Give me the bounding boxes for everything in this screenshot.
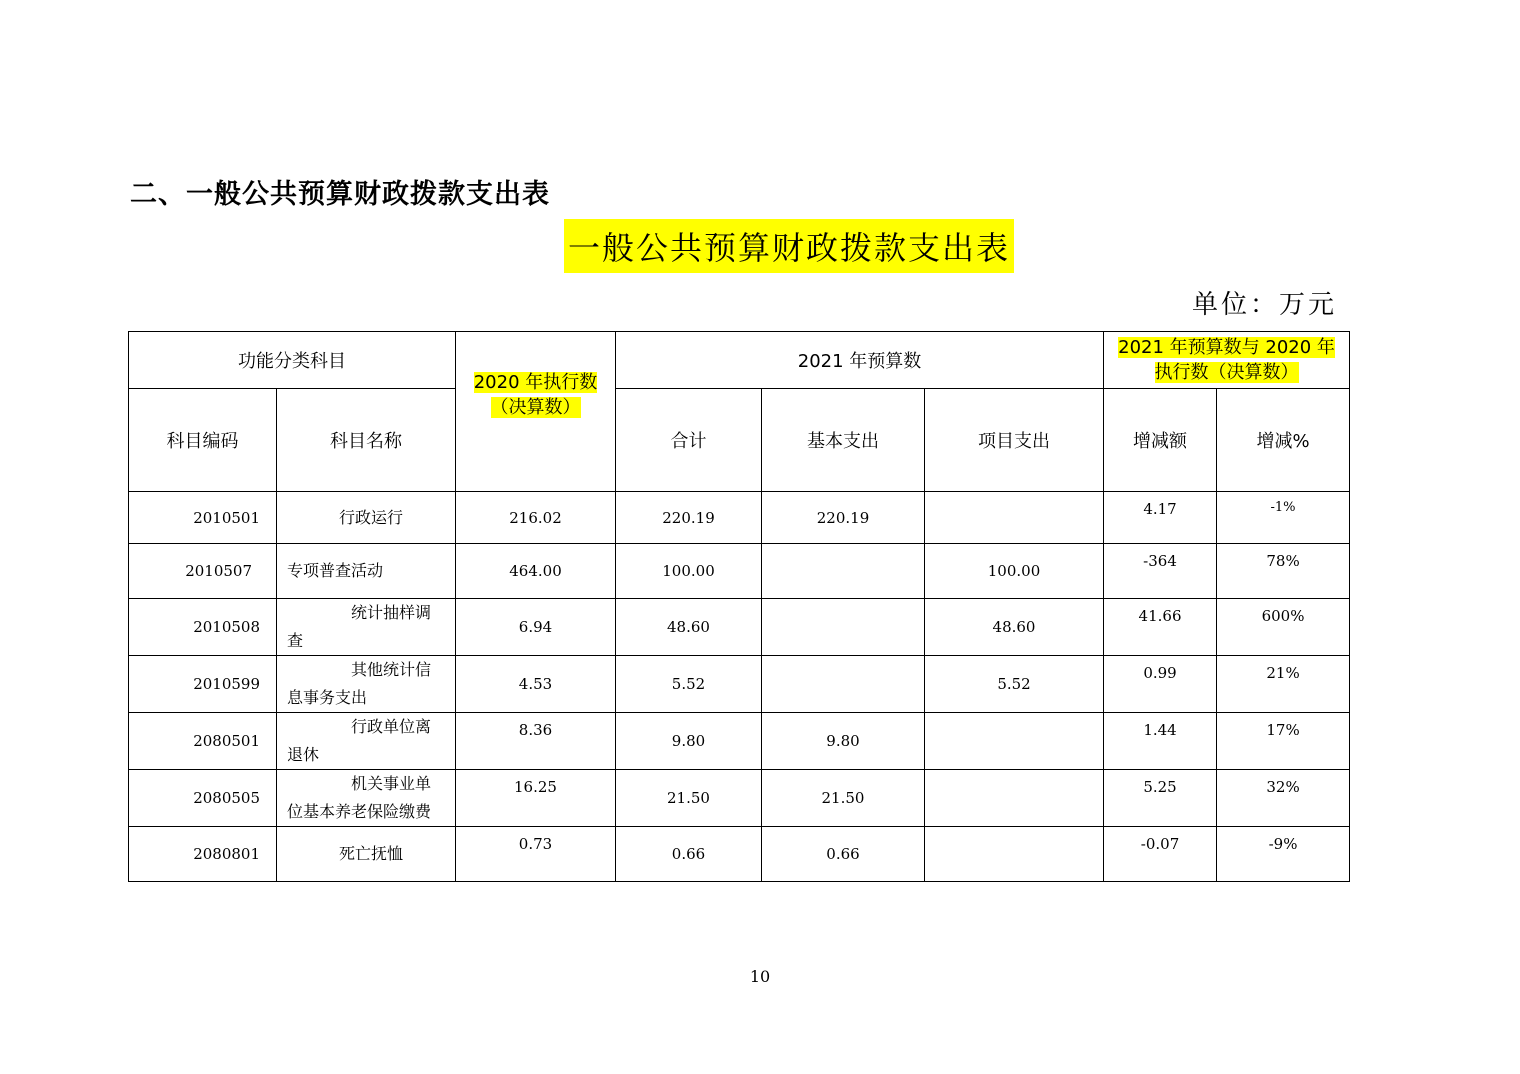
header-exec2020-line1: 2020 年执行数 bbox=[473, 372, 598, 393]
doc-title-wrap bbox=[0, 219, 1520, 273]
row-exec2020: 0.73 bbox=[456, 827, 616, 882]
row-total: 0.66 bbox=[616, 827, 762, 882]
row-total: 9.80 bbox=[616, 713, 762, 770]
header-row-1 bbox=[129, 332, 1350, 389]
row-project: 5.52 bbox=[925, 656, 1104, 713]
row-code: 2010507 bbox=[129, 544, 277, 599]
row-total: 48.60 bbox=[616, 599, 762, 656]
row-basic: 0.66 bbox=[762, 827, 925, 882]
row-total: 100.00 bbox=[616, 544, 762, 599]
row-name: 专项普查活动 bbox=[277, 544, 456, 599]
header-compare-line1: 2021 年预算数与 2020 年 bbox=[1118, 336, 1335, 358]
row-code: 2080501 bbox=[129, 713, 277, 770]
header-row-2 bbox=[129, 389, 1350, 492]
row-project bbox=[925, 827, 1104, 882]
row-change: 4.17 bbox=[1104, 492, 1217, 544]
header-compare bbox=[1104, 332, 1350, 389]
page-number: 10 bbox=[749, 967, 771, 986]
row-pct: 21% bbox=[1217, 656, 1350, 713]
row-name-line2: 退休 bbox=[287, 745, 320, 764]
budget-table bbox=[128, 331, 1350, 882]
row-basic: 220.19 bbox=[762, 492, 925, 544]
row-name-line1: 行政单位离 bbox=[351, 717, 432, 736]
row-change: 1.44 bbox=[1104, 713, 1217, 770]
row-pct: 600% bbox=[1217, 599, 1350, 656]
row-change: -0.07 bbox=[1104, 827, 1217, 882]
table-row bbox=[129, 827, 1350, 882]
row-pct: 78% bbox=[1217, 544, 1350, 599]
header-budget2021: 2021 年预算数 bbox=[616, 332, 1104, 389]
row-name-line2: 位基本养老保险缴费 bbox=[287, 802, 432, 821]
header-change-amount: 增减额 bbox=[1104, 389, 1217, 492]
row-name: 死亡抚恤 bbox=[277, 827, 456, 882]
row-project bbox=[925, 492, 1104, 544]
row-exec2020: 4.53 bbox=[456, 656, 616, 713]
row-exec2020: 216.02 bbox=[456, 492, 616, 544]
row-basic: 9.80 bbox=[762, 713, 925, 770]
table-row bbox=[129, 770, 1350, 827]
row-name: 行政运行 bbox=[277, 492, 456, 544]
table-row bbox=[129, 599, 1350, 656]
row-project: 48.60 bbox=[925, 599, 1104, 656]
row-name bbox=[277, 770, 456, 827]
row-project: 100.00 bbox=[925, 544, 1104, 599]
row-exec2020: 6.94 bbox=[456, 599, 616, 656]
row-name bbox=[277, 656, 456, 713]
row-basic: 21.50 bbox=[762, 770, 925, 827]
header-total: 合计 bbox=[616, 389, 762, 492]
header-change-pct: 增减% bbox=[1217, 389, 1350, 492]
row-change: 0.99 bbox=[1104, 656, 1217, 713]
table-row bbox=[129, 492, 1350, 544]
row-basic bbox=[762, 656, 925, 713]
header-compare-line2: 执行数（决算数） bbox=[1154, 362, 1299, 383]
row-name-line1: 其他统计信 bbox=[351, 660, 432, 679]
row-change: -364 bbox=[1104, 544, 1217, 599]
header-project: 项目支出 bbox=[925, 389, 1104, 492]
header-exec2020 bbox=[456, 332, 616, 492]
row-total: 220.19 bbox=[616, 492, 762, 544]
row-basic bbox=[762, 599, 925, 656]
row-pct: 32% bbox=[1217, 770, 1350, 827]
table-row bbox=[129, 544, 1350, 599]
header-name: 科目名称 bbox=[277, 389, 456, 492]
row-pct: -1% bbox=[1217, 492, 1350, 544]
row-code: 2010599 bbox=[129, 656, 277, 713]
row-pct: -9% bbox=[1217, 827, 1350, 882]
header-basic: 基本支出 bbox=[762, 389, 925, 492]
unit-label: 单位：万元 bbox=[1191, 290, 1337, 320]
table-row bbox=[129, 656, 1350, 713]
table-row bbox=[129, 713, 1350, 770]
row-change: 41.66 bbox=[1104, 599, 1217, 656]
header-category: 功能分类科目 bbox=[129, 332, 456, 389]
header-exec2020-line2: （决算数） bbox=[490, 397, 581, 419]
row-code: 2080505 bbox=[129, 770, 277, 827]
row-code: 2010508 bbox=[129, 599, 277, 656]
row-name bbox=[277, 713, 456, 770]
row-code: 2010501 bbox=[129, 492, 277, 544]
row-name bbox=[277, 599, 456, 656]
row-name-line1: 机关事业单 bbox=[351, 774, 432, 793]
row-change: 5.25 bbox=[1104, 770, 1217, 827]
row-exec2020: 8.36 bbox=[456, 713, 616, 770]
row-basic bbox=[762, 544, 925, 599]
row-exec2020: 16.25 bbox=[456, 770, 616, 827]
row-code: 2080801 bbox=[129, 827, 277, 882]
row-total: 21.50 bbox=[616, 770, 762, 827]
row-total: 5.52 bbox=[616, 656, 762, 713]
row-pct: 17% bbox=[1217, 713, 1350, 770]
row-name-line2: 查 bbox=[287, 631, 304, 650]
row-exec2020: 464.00 bbox=[456, 544, 616, 599]
row-project bbox=[925, 713, 1104, 770]
doc-title: 一般公共预算财政拨款支出表 bbox=[564, 219, 1014, 273]
row-name-line1: 统计抽样调 bbox=[351, 603, 432, 622]
row-project bbox=[925, 770, 1104, 827]
row-name-line2: 息事务支出 bbox=[287, 688, 368, 707]
header-code: 科目编码 bbox=[129, 389, 277, 492]
section-title: 二、一般公共预算财政拨款支出表 bbox=[130, 179, 550, 210]
